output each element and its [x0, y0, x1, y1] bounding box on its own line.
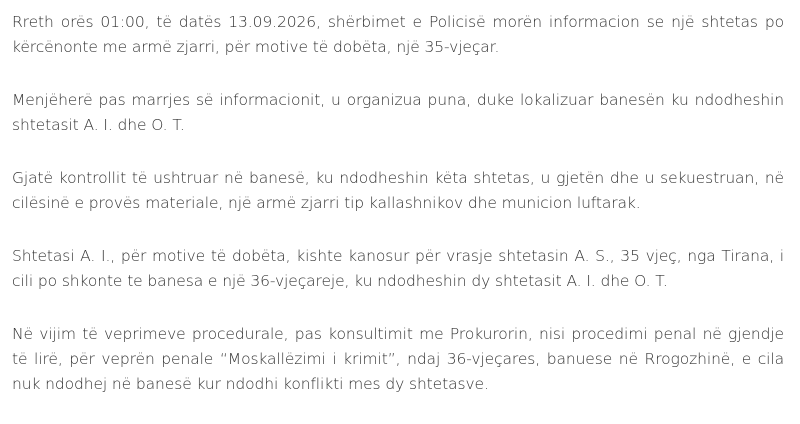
article-paragraph-3: Gjatë kontrollit të ushtruar në banesë, ku ndodheshin këta shtetas, u gjetën dhe u sekuestruan, në cilësinë e provës materiale, një armë zjarri tip kallashnikov dhe municion luftarak.: [12, 169, 784, 212]
article-paragraph-2: Menjëherë pas marrjes së informacionit, u organizua puna, duke lokalizuar banesën ku ndodheshin shtetasit A. I. dhe O. T.: [12, 91, 784, 134]
article-paragraph-4: Shtetasi A. I., për motive të dobëta, kishte kanosur për vrasje shtetasin A. S., 35 vjeç, nga Tirana, i cili po shkonte te banesa e një 36-vjeçareje, ku ndodheshin dy shtetasit A. I. dhe O. T.: [12, 247, 784, 290]
article-body: [12, 10, 784, 397]
article-paragraph-5: Në vijim të veprimeve procedurale, pas konsultimit me Prokurorin, nisi procedimi penal në gjendje të lirë, për veprën penale “Moskallëzimi i krimit”, ndaj 36-vjeçares, banuese në Rrogozhinë, e cila nuk ndodhej në banesë kur ndodhi konflikti mes dy shtetasve.: [12, 325, 784, 393]
article-paragraph-1: Rreth orës 01:00, të datës 13.09.2026, shërbimet e Policisë morën informacion se një shtetas po kërcënonte me armë zjarri, për motive të dobëta, një 35-vjeçar.: [12, 13, 784, 56]
